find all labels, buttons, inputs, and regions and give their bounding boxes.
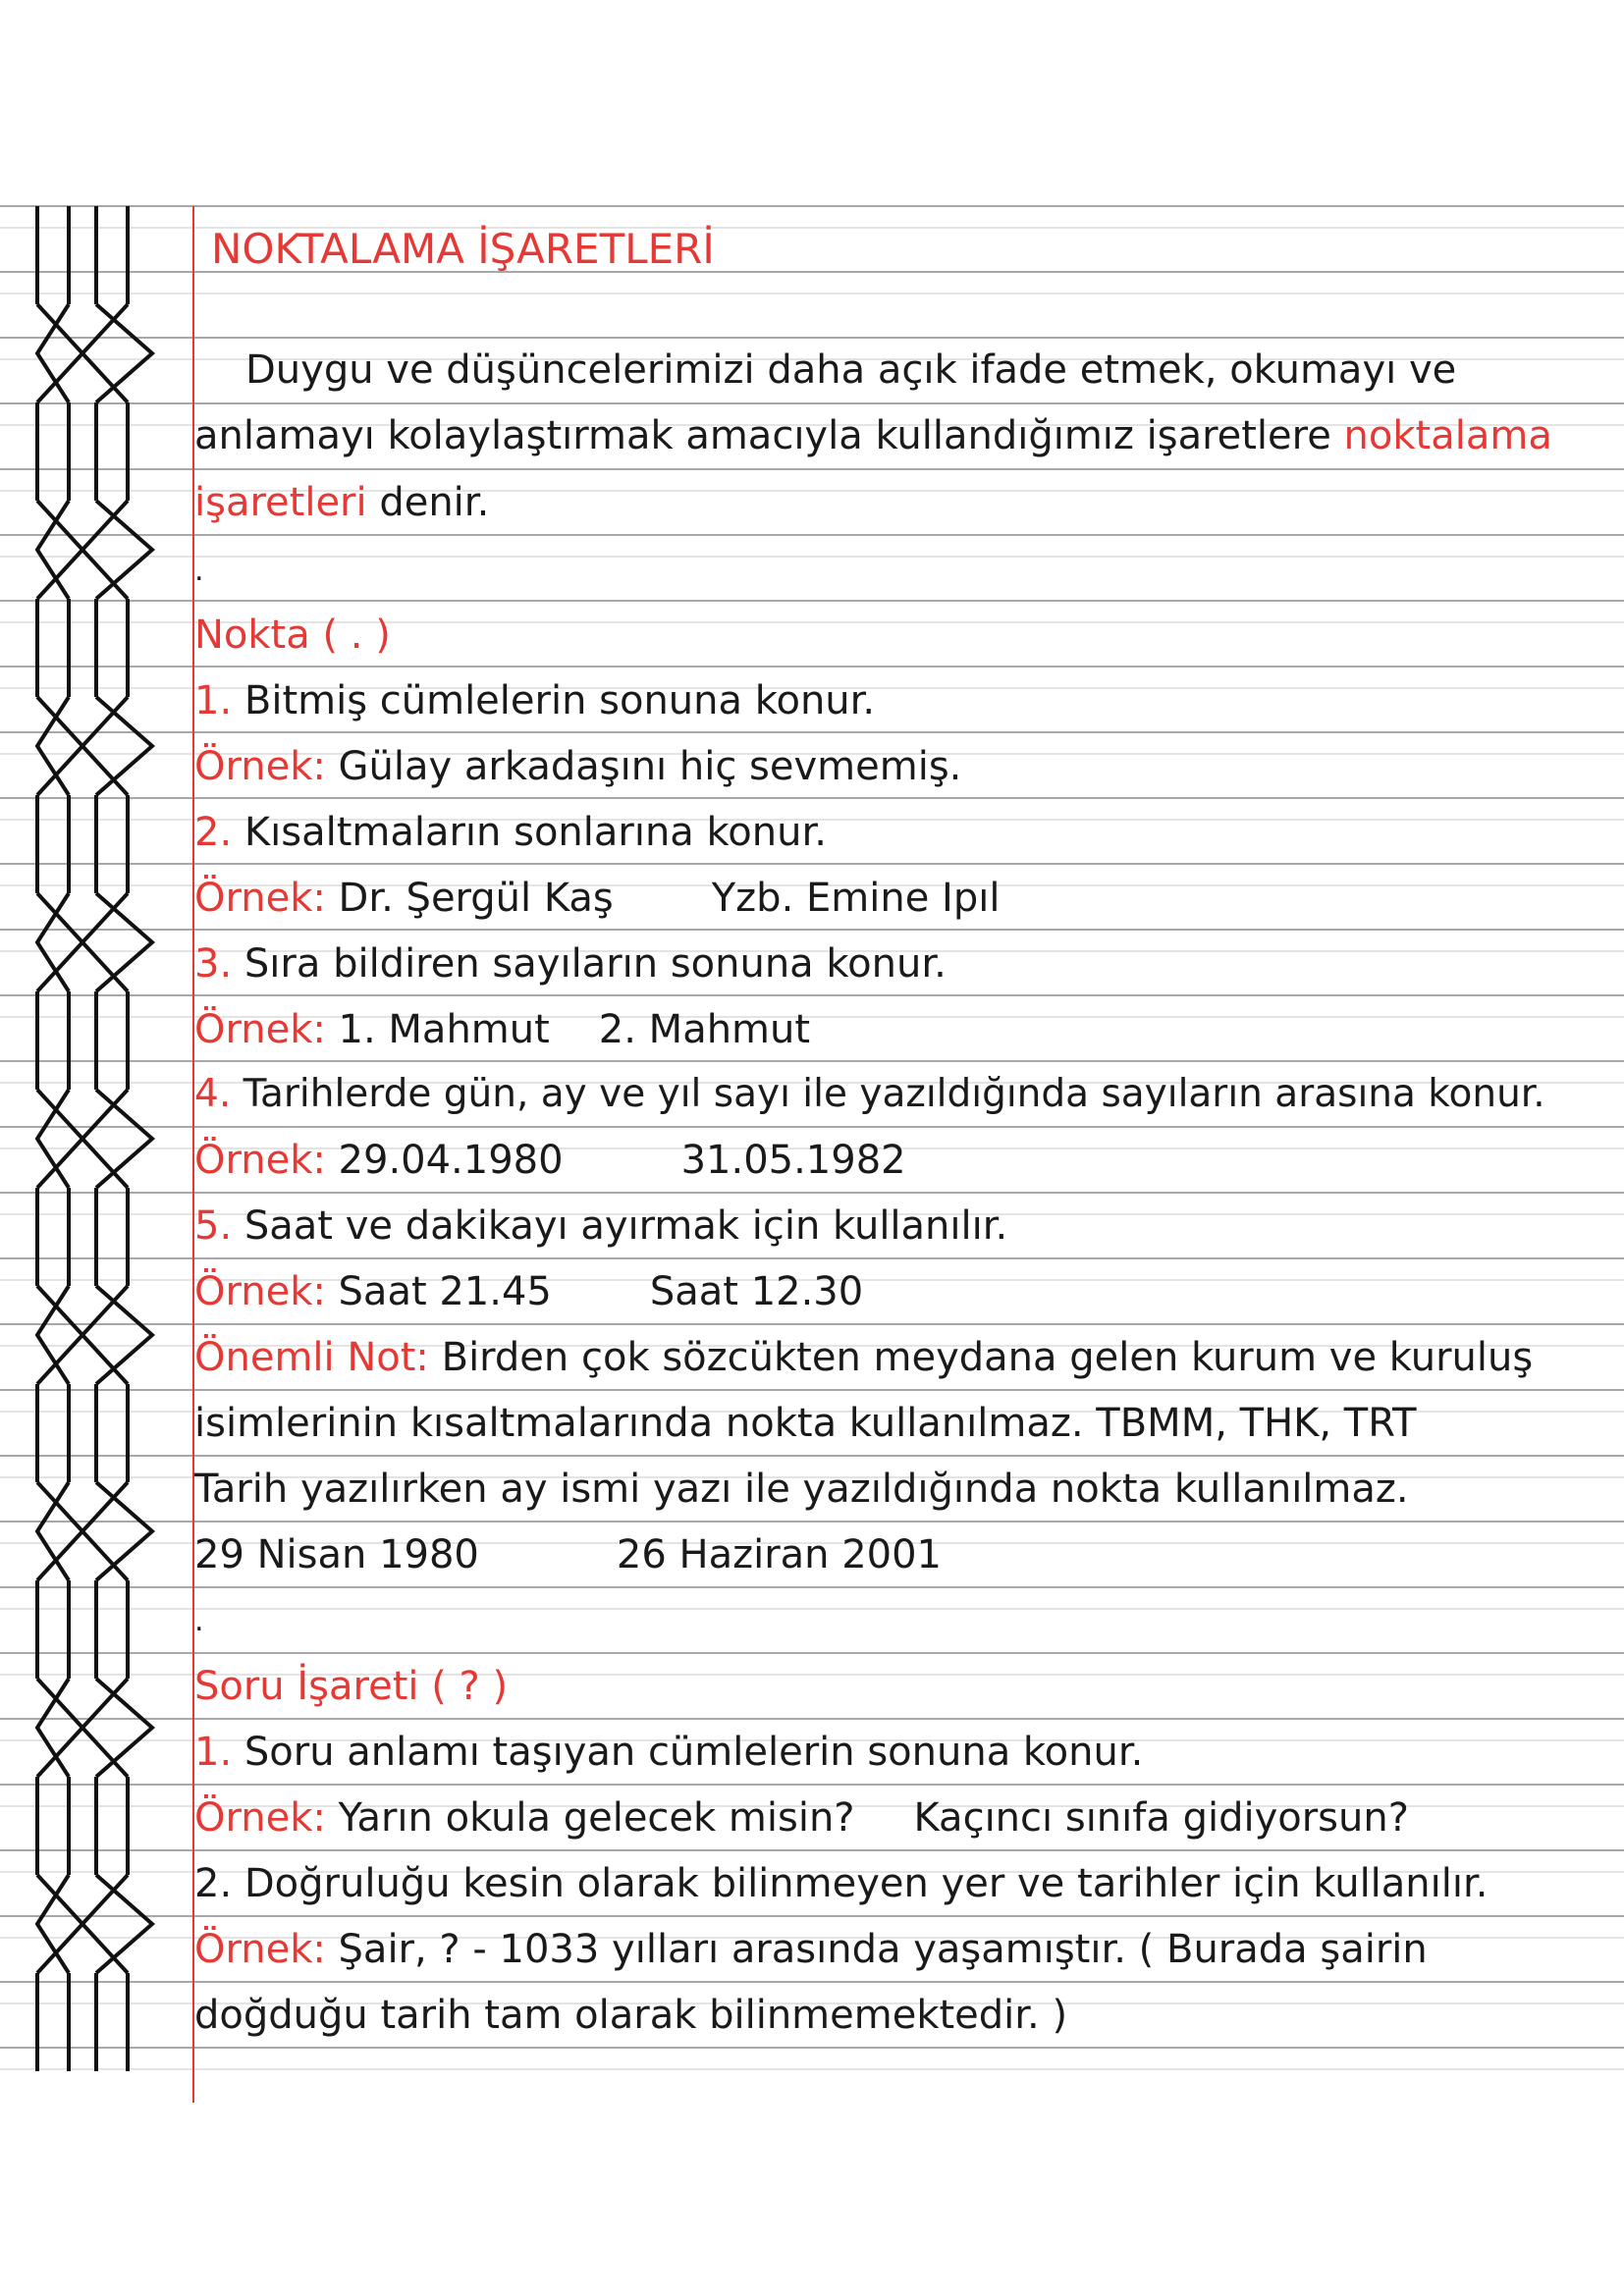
intro-line-1: Duygu ve düşüncelerimizi daha açık ifade etmek, okumayı ve	[245, 347, 1457, 393]
term-highlight: noktalama	[1343, 413, 1552, 458]
rule-5	[194, 1204, 1007, 1248]
soru-example-2	[194, 1928, 1428, 1971]
example-text: 26 Haziran 2001	[616, 1532, 943, 1577]
soru-example-1	[194, 1796, 1409, 1840]
braid-strand	[96, 501, 152, 599]
intro-line-2	[194, 414, 1552, 457]
rule-text: Bitmiş cümlelerin sonuna konur.	[232, 678, 876, 723]
example-4	[194, 1139, 906, 1182]
stray-dot: .	[194, 1604, 204, 1638]
rule-3	[194, 942, 947, 986]
page-title: NOKTALAMA İŞARETLERİ	[211, 225, 715, 273]
example-text: 2. Mahmut	[598, 1007, 811, 1052]
braid-strand	[96, 1286, 152, 1384]
intro-line-3	[194, 481, 489, 524]
term-highlight: işaretleri	[194, 480, 367, 525]
example-text: 29 Nisan 1980	[194, 1532, 479, 1577]
rule-text: Sıra bildiren sayıların sonuna konur.	[232, 941, 947, 987]
example-label: Örnek:	[194, 1138, 326, 1183]
note-line-3: Tarih yazılırken ay ismi yazı ile yazıldığında nokta kullanılmaz.	[194, 1467, 1409, 1512]
rule-number: 1.	[194, 1730, 233, 1775]
example-text: Yarın okula gelecek misin?	[325, 1795, 855, 1841]
example-text: 29.04.1980	[325, 1138, 564, 1183]
example-text: Yzb. Emine Ipıl	[711, 876, 1001, 921]
example-text: Dr. Şergül Kaş	[325, 876, 614, 921]
rule-number: 4.	[194, 1072, 232, 1116]
example-text: 31.05.1982	[680, 1138, 906, 1183]
example-3	[194, 1008, 810, 1051]
example-text: 1. Mahmut	[325, 1007, 550, 1052]
rule-number: 2.	[194, 810, 233, 855]
example-5	[194, 1270, 863, 1313]
section-heading-nokta: Nokta ( . )	[194, 613, 391, 658]
example-label: Örnek:	[194, 1927, 326, 1972]
braid-strand	[96, 1482, 152, 1580]
rule-number: 1.	[194, 678, 233, 723]
soru-example-2-cont: doğduğu tarih tam olarak bilinmemektedir. )	[194, 1993, 1068, 2038]
braid-strand	[96, 697, 152, 795]
rule-4	[194, 1073, 1545, 1116]
example-text: Gülay arkadaşını hiç sevmemiş.	[325, 744, 962, 789]
rule-number: 5.	[194, 1203, 233, 1249]
braid-border-ornament	[0, 0, 196, 2296]
note-example	[194, 1533, 942, 1576]
rule-text: Tarihlerde gün, ay ve yıl sayı ile yazıldığında sayıların arasına konur.	[231, 1072, 1545, 1116]
example-text: Kaçıncı sınıfa gidiyorsun?	[913, 1795, 1409, 1841]
example-text: Saat 21.45	[325, 1269, 552, 1314]
example-label: Örnek:	[194, 1269, 326, 1314]
rule-text: Kısaltmaların sonlarına konur.	[232, 810, 827, 855]
example-label: Örnek:	[194, 1007, 326, 1052]
example-label: Örnek:	[194, 1795, 326, 1841]
braid-strand	[96, 893, 152, 991]
example-2	[194, 877, 1000, 920]
note-line-2: isimlerinin kısaltmalarında nokta kullanılmaz. TBMM, THK, TRT	[194, 1401, 1417, 1446]
soru-rule-2: 2. Doğruluğu kesin olarak bilinmeyen yer ve tarihler için kullanılır.	[194, 1861, 1489, 1906]
rule-2	[194, 811, 827, 854]
example-label: Örnek:	[194, 744, 326, 789]
rule-text: Soru anlamı taşıyan cümlelerin sonuna konur.	[232, 1730, 1144, 1775]
note-label: Önemli Not:	[194, 1335, 429, 1380]
important-note	[194, 1336, 1533, 1379]
braid-strand	[96, 1875, 152, 1973]
rule-text: Saat ve dakikayı ayırmak için kullanılır.	[232, 1203, 1008, 1249]
example-label: Örnek:	[194, 876, 326, 921]
rule-number: 3.	[194, 941, 233, 987]
intro-text: denir.	[366, 480, 490, 525]
braid-strand	[96, 304, 152, 402]
example-text: Saat 12.30	[649, 1269, 864, 1314]
stray-dot: .	[194, 554, 204, 588]
braid-strand	[96, 1679, 152, 1777]
rule-1	[194, 679, 875, 722]
section-heading-soru: Soru İşareti ( ? )	[194, 1664, 509, 1709]
note-text: Birden çok sözcükten meydana gelen kurum ve kuruluş	[428, 1335, 1534, 1380]
braid-strand	[96, 1090, 152, 1188]
example-1	[194, 745, 961, 788]
example-text: Şair, ? - 1033 yılları arasında yaşamıştır. ( Burada şairin	[325, 1927, 1428, 1972]
soru-rule-1	[194, 1731, 1143, 1774]
intro-text: anlamayı kolaylaştırmak amacıyla kullandığımız işaretlere	[194, 413, 1344, 458]
